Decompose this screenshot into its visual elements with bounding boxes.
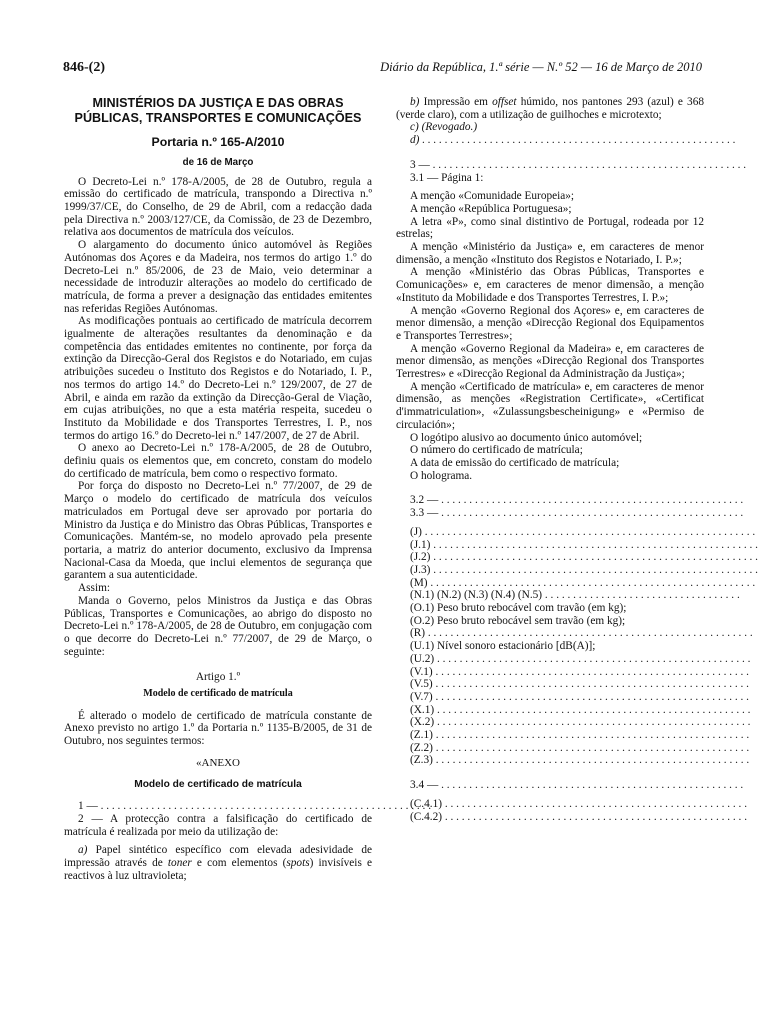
item-a-text-2: e com elementos (: [191, 857, 287, 870]
item-a-letter: a): [78, 844, 88, 857]
code-line: (Z.2) . . . . . . . . . . . . . . . . . . . . . . . . . . . . . . . . . . . . . . . . . . . . . . . . . . . . . . . .: [410, 741, 750, 754]
code-line: (Z.1) . . . . . . . . . . . . . . . . . . . . . . . . . . . . . . . . . . . . . . . . . . . . . . . . . . . . . . . .: [410, 729, 750, 742]
mention: A menção «Ministério da Justiça» e, em caracteres de menor dimensão, a menção «Instituto dos Registos e Notariado, I. P.»;: [396, 241, 704, 266]
item-3-1: 3.1 — Página 1:: [410, 171, 484, 184]
item-b-text-1: Impressão em: [419, 96, 493, 108]
code-line: (R) . . . . . . . . . . . . . . . . . . . . . . . . . . . . . . . . . . . . . . . . . . . . . . . . . . . . . . . . . .: [410, 627, 753, 640]
artigo-heading: Artigo 1.º: [195, 671, 241, 684]
anexo-heading: «ANEXO: [196, 756, 240, 769]
right-column: [396, 96, 759, 823]
code-line: (C.4.1) . . . . . . . . . . . . . . . . . . . . . . . . . . . . . . . . . . . . . . . . . . . . . . . . . . . . . .: [410, 797, 748, 810]
item-a-text-1: Papel sintético específico com elevada adesividade de impressão através de: [64, 844, 372, 870]
item-a-spots: spots: [286, 857, 310, 870]
paragraph: Por força do disposto no Decreto-Lei n.º 77/2007, de 29 de Março o modelo do certificado de matrícula dos veículos matriculados em Portugal deve ser aprovado por portaria do Ministro da Justiça e do Ministro das Obras Públicas, Transportes e Comunicações. Mantém-se, no modelo aprovado pela presente portaria, a matriz do anterior documento, exclusivo da Imprensa Nacional-Casa da Moeda, que inclui elementos de segurança que garantem a sua autenticidade.: [64, 480, 372, 582]
code-line: (V.7) . . . . . . . . . . . . . . . . . . . . . . . . . . . . . . . . . . . . . . . . . . . . . . . . . . . . . . . .: [410, 690, 750, 703]
item-3-4: 3.4 — . . . . . . . . . . . . . . . . . . . . . . . . . . . . . . . . . . . . . . . . . . . . . . . . . . . . . .: [410, 779, 744, 792]
paragraph: As modificações pontuais ao certificado de matrícula decorrem igualmente de alterações resultantes da denominação e da competência das entidades emitentes no continente, por força da extinção da Direcção-Geral dos Registos e do Notariado, em cujas atribuições sucedeu o Instituto dos Registos e do Notariado, I. P., nos termos do artigo 14.º do Decreto-Lei n.º 129/2007, de 27 de Abril, e ainda em razão da extinção da Direcção-Geral de Viação, em cujas atribuições, no que a esta matéria respeita, sucedeu o Instituto da Mobilidade e dos Transportes Terrestres, I. P., nos termos do artigo 16.º do Decreto-lei n.º 147/2007, de 27 de Abril.: [64, 315, 372, 442]
item-3-3: 3.3 — . . . . . . . . . . . . . . . . . . . . . . . . . . . . . . . . . . . . . . . . . . . . . . . . . . . . . .: [410, 507, 744, 520]
paragraph: O anexo ao Decreto-Lei n.º 178-A/2005, de 28 de Outubro, definiu quais os elementos que, em concreto, constam do modelo do certificado de matrícula, bem como o respectivo formato.: [64, 442, 372, 480]
artigo-title: Modelo de certificado de matrícula: [143, 688, 293, 700]
anexo-title: Modelo de certificado de matrícula: [134, 778, 302, 790]
code-line: (U.1) Nível sonoro estacionário [dB(A)];: [410, 640, 596, 653]
code-line: (J.2) . . . . . . . . . . . . . . . . . . . . . . . . . . . . . . . . . . . . . . . . . . . . . . . . . . . . . . . . . .: [410, 551, 759, 564]
mention: A menção «Governo Regional da Madeira» e, em caracteres de menor dimensão, as menções «Direcção Regional dos Transportes Terrestres» e «Direcção Regional da Administração da Justiça»;: [396, 342, 704, 381]
code-line: (J.1) . . . . . . . . . . . . . . . . . . . . . . . . . . . . . . . . . . . . . . . . . . . . . . . . . . . . . . . . . .: [410, 538, 759, 551]
mention: A menção «Comunidade Europeia»;: [410, 190, 575, 203]
left-column: [64, 96, 432, 882]
code-line: (X.2) . . . . . . . . . . . . . . . . . . . . . . . . . . . . . . . . . . . . . . . . . . . . . . . . . . . . . . . .: [410, 716, 751, 729]
item-a: [64, 844, 372, 882]
code-line: (Z.3) . . . . . . . . . . . . . . . . . . . . . . . . . . . . . . . . . . . . . . . . . . . . . . . . . . . . . . . .: [410, 754, 750, 767]
paragraph: O alargamento do documento único automóvel às Regiões Autónomas dos Açores e da Madeira, nos termos do artigo 1.º do Decreto-Lei n.º 85/2006, de 23 de Maio, veio determinar a necessidade de introduzir alterações ao modelo do certificado de matrícula, de forma a prever a designação das entidades emitentes nas referidas Regiões Autónomas.: [64, 239, 372, 315]
mention: O logótipo alusivo ao documento único automóvel;: [410, 431, 643, 444]
item-2: 2 — A protecção contra a falsificação do certificado de matrícula é realizada por meio da utilização de:: [64, 812, 372, 838]
mention: A menção «Governo Regional dos Açores» e, em caracteres de menor dimensão, a menção «Direcção Regional dos Equipamentos e Transportes Terrestres»;: [396, 304, 704, 342]
paragraph: Assim:: [78, 582, 111, 595]
artigo-text: É alterado o modelo de certificado de matrícula constante de Anexo previsto no artigo 1.º da Portaria n.º 1135-B/2005, de 31 de Outubro, nos seguintes termos:: [64, 709, 372, 748]
code-line: (U.2) . . . . . . . . . . . . . . . . . . . . . . . . . . . . . . . . . . . . . . . . . . . . . . . . . . . . . . . .: [410, 652, 751, 665]
item-1: 1 — . . . . . . . . . . . . . . . . . . . . . . . . . . . . . . . . . . . . . . . . . . . . . . . . . . . . . . . . . . .: [78, 800, 432, 813]
item-b-text-2: húmido, nos pantones 293 (azul) e 368 (verde claro), com a utilização de guilhoches e microtexto;: [396, 96, 704, 121]
code-line: (J) . . . . . . . . . . . . . . . . . . . . . . . . . . . . . . . . . . . . . . . . . . . . . . . . . . . . . . . . . . .: [410, 525, 756, 538]
code-line: (M) . . . . . . . . . . . . . . . . . . . . . . . . . . . . . . . . . . . . . . . . . . . . . . . . . . . . . . . . . .: [410, 576, 756, 589]
mention: A menção «República Portuguesa»;: [410, 202, 572, 215]
item-3: 3 — . . . . . . . . . . . . . . . . . . . . . . . . . . . . . . . . . . . . . . . . . . . . . . . . . . . . . . . .: [410, 158, 747, 171]
code-line: (V.5) . . . . . . . . . . . . . . . . . . . . . . . . . . . . . . . . . . . . . . . . . . . . . . . . . . . . . . . .: [410, 678, 750, 691]
item-b-letter: b): [410, 96, 420, 108]
item-b: [396, 96, 704, 121]
code-line: (O.2) Peso bruto rebocável sem travão (em kg);: [410, 614, 626, 627]
ministry-title: MINISTÉRIOS DA JUSTIÇA E DAS OBRAS PÚBLICAS, TRANSPORTES E COMUNICAÇÕES: [74, 96, 362, 125]
code-line: (N.1) (N.2) (N.3) (N.4) (N.5) . . . . . . . . . . . . . . . . . . . . . . . . . . . . . . . . . . .: [410, 589, 740, 602]
mention: O número do certificado de matrícula;: [410, 444, 583, 457]
portaria-title: Portaria n.º 165-A/2010: [151, 135, 285, 150]
item-b-offset: offset: [492, 96, 517, 108]
journal-header: Diário da República, 1.ª série — N.º 52 — 16 de Março de 2010: [380, 60, 702, 74]
mention: A menção «Certificado de matrícula» e, em caracteres de menor dimensão, as menções «Registration Certificate», «Certificat d'immatriculation», «Zulassungsbescheinigung» e «Permiso de circulación»;: [396, 380, 704, 431]
item-a-toner: toner: [167, 857, 192, 870]
portaria-date: de 16 de Março: [182, 156, 254, 168]
mention: A data de emissão do certificado de matrícula;: [410, 456, 620, 469]
mention: A menção «Ministério das Obras Públicas, Transportes e Comunicações» e, em caracteres de menor dimensão, a menção «Instituto da Mobilidade e dos Transportes Terrestres, I. P.»;: [396, 266, 704, 304]
code-line: (O.1) Peso bruto rebocável com travão (em kg);: [410, 602, 627, 615]
code-line: (X.1) . . . . . . . . . . . . . . . . . . . . . . . . . . . . . . . . . . . . . . . . . . . . . . . . . . . . . . . .: [410, 703, 751, 716]
code-line: (J.3) . . . . . . . . . . . . . . . . . . . . . . . . . . . . . . . . . . . . . . . . . . . . . . . . . . . . . . . . . .: [410, 563, 759, 576]
item-a-text-3: ) invisíveis e reactivos à luz ultravioleta;: [64, 857, 373, 882]
code-line: (C.4.2) . . . . . . . . . . . . . . . . . . . . . . . . . . . . . . . . . . . . . . . . . . . . . . . . . . . . . .: [410, 810, 748, 823]
page-number: 846-(2): [63, 60, 105, 75]
code-line: (V.1) . . . . . . . . . . . . . . . . . . . . . . . . . . . . . . . . . . . . . . . . . . . . . . . . . . . . . . . .: [410, 665, 750, 678]
item-d: d) . . . . . . . . . . . . . . . . . . . . . . . . . . . . . . . . . . . . . . . . . . . . . . . . . . . . . . . .: [410, 134, 736, 147]
item-c: c) (Revogado.): [410, 121, 478, 134]
mention: O holograma.: [410, 469, 473, 482]
mention: A letra «P», como sinal distintivo de Portugal, rodeada por 12 estrelas;: [396, 215, 704, 241]
paragraph: Manda o Governo, pelos Ministros da Justiça e das Obras Públicas, Transportes e Comunicações, ao abrigo do disposto no Decreto-Lei n.º 178-A/2005, de 28 de Outubro, em conjugação com o que decorre do Decreto-Lei n.º 77/2007, de 29 de Março, o seguinte:: [64, 594, 372, 658]
item-3-2: 3.2 — . . . . . . . . . . . . . . . . . . . . . . . . . . . . . . . . . . . . . . . . . . . . . . . . . . . . . .: [410, 494, 744, 507]
paragraph: O Decreto-Lei n.º 178-A/2005, de 28 de Outubro, regula a emissão do certificado de matrícula, transpondo a Directiva n.º 1999/37/CE, do Conselho, de 29 de Abril, com a redacção dada pela Directiva n.º 2003/127/CE, da Comissão, de 23 de Dezembro, relativa aos documentos de matrícula dos veículos.: [64, 175, 372, 239]
